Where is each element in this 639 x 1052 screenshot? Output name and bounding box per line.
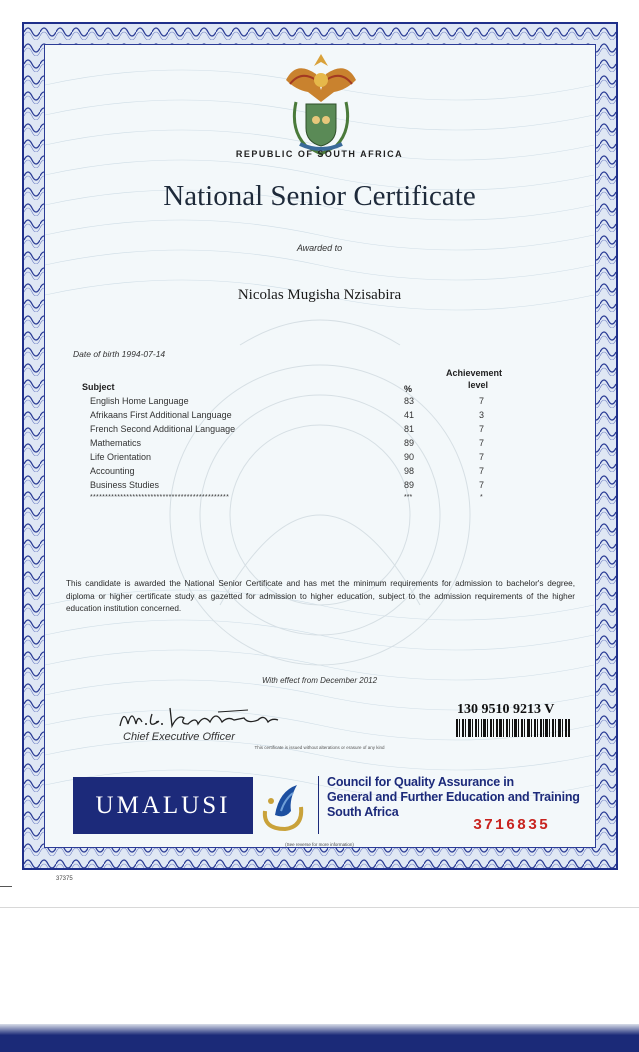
percent-cell: 83 (404, 396, 415, 406)
umalusi-brand-box (73, 777, 253, 834)
serial-number: 3716835 (473, 817, 551, 834)
scanner-edge (0, 1024, 639, 1052)
date-of-birth: Date of birth 1994-07-14 (73, 349, 166, 359)
republic-heading: REPUBLIC OF SOUTH AFRICA (235, 149, 404, 159)
subject-end-marker: ********************************************** (90, 494, 230, 501)
achievement-column-header-level: level (468, 380, 489, 390)
paper-edge (0, 907, 639, 908)
margin-mark (0, 886, 12, 887)
level-cell: 7 (479, 466, 485, 476)
council-name (327, 775, 580, 820)
council-line-1: Council for Quality Assurance in (327, 775, 514, 789)
alteration-disclaimer: This certificate is issued without alterations or erasure of any kind (254, 745, 385, 750)
percent-cell: 98 (404, 466, 415, 476)
issuer-divider (318, 776, 319, 834)
council-line-3: South Africa (327, 805, 399, 819)
percent-cell: 41 (404, 410, 415, 420)
umalusi-logo (259, 777, 307, 834)
percent-end-marker: *** (404, 494, 413, 501)
ceo-title: Chief Executive Officer (123, 731, 235, 743)
page-code: 37375 (56, 876, 73, 882)
percent-cell: 89 (404, 480, 415, 490)
umalusi-brand-text: UMALUSI (95, 791, 231, 819)
certificate-title: National Senior Certificate (163, 180, 476, 212)
candidate-name: Nicolas Mugisha Nzisabira (237, 287, 402, 303)
level-cell: 3 (479, 410, 485, 420)
level-end-marker: * (480, 494, 483, 501)
reverse-note: (See reverse for more information) (285, 842, 354, 847)
percent-cell: 89 (404, 438, 415, 448)
level-cell: 7 (479, 396, 485, 406)
ceo-signature (118, 700, 298, 732)
percent-cell: 90 (404, 452, 415, 462)
subject-cell: Accounting (90, 466, 135, 476)
subject-cell: French Second Additional Language (90, 424, 236, 434)
subject-cell: Life Orientation (90, 452, 152, 462)
subject-column-header: Subject (82, 382, 115, 392)
achievement-column-header: Achievement (446, 368, 503, 378)
level-cell: 7 (479, 424, 485, 434)
level-cell: 7 (479, 438, 485, 448)
id-number: 130 9510 9213 V (457, 702, 555, 717)
subject-cell: Mathematics (90, 438, 142, 448)
council-line-2: General and Further Education and Training (327, 790, 580, 804)
coat-of-arms-emblem (276, 50, 366, 158)
subject-cell: Business Studies (90, 480, 160, 490)
award-statement: This candidate is awarded the National Senior Certificate and has met the minimum requirements for admission to bachelor's degree, diploma or higher certificate study as gazetted for admission to higher education, subject to the admission requirements of the higher education institution concerned. (66, 579, 575, 613)
percent-cell: 81 (404, 424, 415, 434)
subject-cell: Afrikaans First Additional Language (90, 410, 232, 420)
awarded-to-label: Awarded to (296, 243, 343, 253)
effective-date: With effect from December 2012 (261, 676, 378, 685)
subject-cell: English Home Language (90, 396, 189, 406)
level-cell: 7 (479, 452, 485, 462)
percent-column-header: % (404, 384, 413, 394)
barcode (456, 719, 570, 737)
level-cell: 7 (479, 480, 485, 490)
